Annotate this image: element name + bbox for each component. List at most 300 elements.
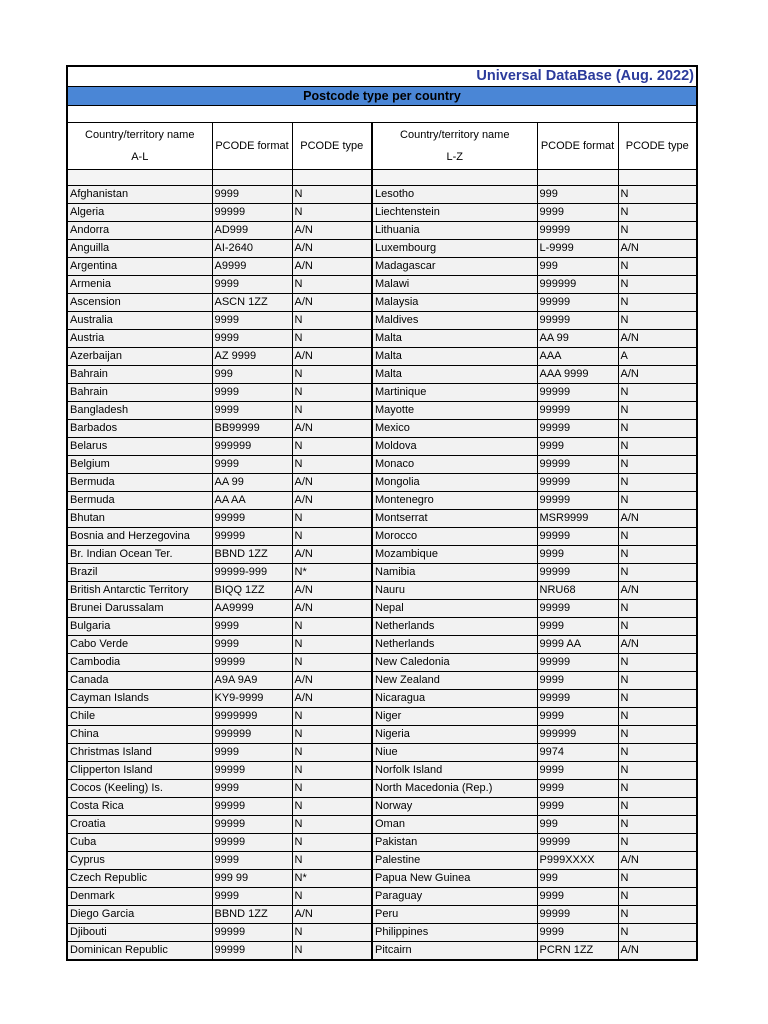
country-l-z: Nepal	[372, 600, 537, 618]
pcode-format-a-l: AD999	[212, 222, 292, 240]
pcode-format-l-z: 999999	[537, 276, 618, 294]
pcode-type-a-l: N	[292, 816, 372, 834]
pcode-type-a-l: N	[292, 438, 372, 456]
country-a-l: Afghanistan	[68, 186, 212, 204]
pcode-format-l-z: 9999	[537, 888, 618, 906]
country-a-l: Austria	[68, 330, 212, 348]
country-a-l: British Antarctic Territory	[68, 582, 212, 600]
country-a-l: Bermuda	[68, 474, 212, 492]
table-row	[68, 420, 696, 438]
country-a-l: Bhutan	[68, 510, 212, 528]
pcode-type-a-l: N	[292, 636, 372, 654]
table-row	[68, 312, 696, 330]
country-l-z: Liechtenstein	[372, 204, 537, 222]
country-l-z: Oman	[372, 816, 537, 834]
pcode-type-a-l: A/N	[292, 240, 372, 258]
pcode-format-l-z: AAA 9999	[537, 366, 618, 384]
country-l-z: Malaysia	[372, 294, 537, 312]
pcode-format-a-l: 9999	[212, 780, 292, 798]
pcode-type-l-z: A/N	[618, 240, 696, 258]
pcode-type-l-z: A/N	[618, 510, 696, 528]
pcode-format-l-z: 99999	[537, 474, 618, 492]
pcode-format-a-l: A9A 9A9	[212, 672, 292, 690]
pcode-format-a-l: 999	[212, 366, 292, 384]
pcode-format-a-l: 9999999	[212, 708, 292, 726]
country-l-z: Papua New Guinea	[372, 870, 537, 888]
pcode-type-a-l: N	[292, 942, 372, 960]
pcode-format-l-z: P999XXXX	[537, 852, 618, 870]
pcode-type-a-l: N*	[292, 870, 372, 888]
pcode-type-a-l: N	[292, 780, 372, 798]
pcode-type-l-z: N	[618, 744, 696, 762]
pcode-format-l-z: 99999	[537, 420, 618, 438]
country-a-l: Dominican Republic	[68, 942, 212, 960]
pcode-type-l-z: N	[618, 546, 696, 564]
country-l-z: New Caledonia	[372, 654, 537, 672]
pcode-type-l-z: N	[618, 690, 696, 708]
pcode-format-a-l: BIQQ 1ZZ	[212, 582, 292, 600]
country-a-l: Cayman Islands	[68, 690, 212, 708]
table-row	[68, 528, 696, 546]
country-l-z: Norway	[372, 798, 537, 816]
pcode-format-l-z: 999999	[537, 726, 618, 744]
country-a-l: Bosnia and Herzegovina	[68, 528, 212, 546]
pcode-format-a-l: AA9999	[212, 600, 292, 618]
pcode-type-a-l: N	[292, 186, 372, 204]
country-l-z: Maldives	[372, 312, 537, 330]
pcode-type-l-z: N	[618, 924, 696, 942]
pcode-type-l-z: N	[618, 438, 696, 456]
pcode-format-l-z: 9999	[537, 618, 618, 636]
pcode-type-a-l: N	[292, 654, 372, 672]
table-row	[68, 942, 696, 960]
country-a-l: Chile	[68, 708, 212, 726]
pcode-type-a-l: N	[292, 330, 372, 348]
pcode-type-a-l: N	[292, 528, 372, 546]
table-row	[68, 366, 696, 384]
pcode-type-l-z: N	[618, 888, 696, 906]
table-row	[68, 672, 696, 690]
pcode-format-a-l: 9999	[212, 618, 292, 636]
table-row	[68, 186, 696, 204]
pcode-type-l-z: A/N	[618, 330, 696, 348]
table-row	[68, 582, 696, 600]
pcode-type-a-l: N	[292, 762, 372, 780]
table-row	[68, 564, 696, 582]
pcode-type-a-l: N	[292, 276, 372, 294]
table-row	[68, 474, 696, 492]
pcode-format-a-l: BBND 1ZZ	[212, 906, 292, 924]
pcode-type-l-z: N	[618, 672, 696, 690]
pcode-type-a-l: N	[292, 204, 372, 222]
country-l-z: Morocco	[372, 528, 537, 546]
country-a-l: Cabo Verde	[68, 636, 212, 654]
table-row	[68, 852, 696, 870]
pcode-format-a-l: 99999	[212, 528, 292, 546]
pcode-format-l-z: 99999	[537, 294, 618, 312]
pcode-format-a-l: 99999-999	[212, 564, 292, 582]
country-a-l: China	[68, 726, 212, 744]
pcode-format-l-z: 9999	[537, 780, 618, 798]
pcode-type-l-z: N	[618, 474, 696, 492]
table-row	[68, 294, 696, 312]
country-l-z: Niue	[372, 744, 537, 762]
pcode-type-a-l: N	[292, 744, 372, 762]
pcode-format-l-z: 9999	[537, 672, 618, 690]
spacer-cell	[212, 170, 292, 186]
pcode-type-a-l: N	[292, 510, 372, 528]
pcode-format-l-z: 99999	[537, 222, 618, 240]
table-row	[68, 618, 696, 636]
pcode-type-l-z: N	[618, 186, 696, 204]
pcode-type-l-z: N	[618, 816, 696, 834]
pcode-format-a-l: 99999	[212, 654, 292, 672]
pcode-type-l-z: N	[618, 708, 696, 726]
pcode-format-a-l: 99999	[212, 924, 292, 942]
table-row	[68, 276, 696, 294]
country-a-l: Cuba	[68, 834, 212, 852]
pcode-format-l-z: 9999	[537, 438, 618, 456]
pcode-type-a-l: N	[292, 456, 372, 474]
pcode-type-l-z: N	[618, 618, 696, 636]
pcode-format-l-z: MSR9999	[537, 510, 618, 528]
pcode-type-a-l: N	[292, 924, 372, 942]
pcode-format-a-l: 9999	[212, 744, 292, 762]
table-row	[68, 402, 696, 420]
pcode-type-a-l: N*	[292, 564, 372, 582]
pcode-format-a-l: 9999	[212, 402, 292, 420]
pcode-format-l-z: 9999	[537, 204, 618, 222]
spacer-cell	[372, 170, 537, 186]
country-a-l: Czech Republic	[68, 870, 212, 888]
country-a-l: Canada	[68, 672, 212, 690]
pcode-format-a-l: AI-2640	[212, 240, 292, 258]
pcode-type-l-z: N	[618, 402, 696, 420]
pcode-format-a-l: AA AA	[212, 492, 292, 510]
pcode-type-l-z: N	[618, 906, 696, 924]
country-l-z: Montserrat	[372, 510, 537, 528]
country-a-l: Belgium	[68, 456, 212, 474]
country-l-z: Nauru	[372, 582, 537, 600]
pcode-format-l-z: 9999	[537, 798, 618, 816]
pcode-type-l-z: A/N	[618, 582, 696, 600]
pcode-type-l-z: A/N	[618, 366, 696, 384]
country-a-l: Belarus	[68, 438, 212, 456]
country-l-z: Malawi	[372, 276, 537, 294]
country-a-l: Bangladesh	[68, 402, 212, 420]
country-l-z: Lesotho	[372, 186, 537, 204]
pcode-type-a-l: N	[292, 402, 372, 420]
table-row	[68, 744, 696, 762]
country-a-l: Andorra	[68, 222, 212, 240]
pcode-format-a-l: ASCN 1ZZ	[212, 294, 292, 312]
table-row	[68, 906, 696, 924]
table-row	[68, 240, 696, 258]
pcode-type-a-l: N	[292, 618, 372, 636]
pcode-format-a-l: 9999	[212, 276, 292, 294]
country-a-l: Bulgaria	[68, 618, 212, 636]
pcode-format-l-z: 9999	[537, 762, 618, 780]
pcode-format-a-l: 9999	[212, 330, 292, 348]
pcode-format-a-l: BBND 1ZZ	[212, 546, 292, 564]
pcode-type-a-l: N	[292, 798, 372, 816]
pcode-format-a-l: 99999	[212, 798, 292, 816]
country-a-l: Azerbaijan	[68, 348, 212, 366]
country-l-z: Nicaragua	[372, 690, 537, 708]
pcode-format-l-z: 99999	[537, 456, 618, 474]
pcode-format-l-z: NRU68	[537, 582, 618, 600]
pcode-format-l-z: 9999 AA	[537, 636, 618, 654]
pcode-type-a-l: A/N	[292, 906, 372, 924]
blank-row	[68, 106, 696, 123]
pcode-format-l-z: 99999	[537, 564, 618, 582]
pcode-type-a-l: A/N	[292, 672, 372, 690]
pcode-type-l-z: N	[618, 312, 696, 330]
pcode-format-a-l: 9999	[212, 312, 292, 330]
country-l-z: Netherlands	[372, 636, 537, 654]
pcode-format-l-z: 9974	[537, 744, 618, 762]
table-row	[68, 690, 696, 708]
table-row	[68, 816, 696, 834]
country-a-l: Australia	[68, 312, 212, 330]
pcode-format-a-l: 99999	[212, 762, 292, 780]
header-right-format: PCODE format	[537, 123, 618, 170]
table-row	[68, 708, 696, 726]
pcode-format-l-z: 99999	[537, 312, 618, 330]
pcode-type-a-l: N	[292, 366, 372, 384]
country-l-z: Netherlands	[372, 618, 537, 636]
pcode-format-l-z: 9999	[537, 546, 618, 564]
header-left-type: PCODE type	[292, 123, 372, 170]
table-row	[68, 204, 696, 222]
pcode-type-a-l: A/N	[292, 258, 372, 276]
pcode-format-l-z: L-9999	[537, 240, 618, 258]
country-l-z: Pakistan	[372, 834, 537, 852]
pcode-format-a-l: 99999	[212, 834, 292, 852]
pcode-format-a-l: A9999	[212, 258, 292, 276]
table-row	[68, 492, 696, 510]
pcode-format-l-z: 99999	[537, 402, 618, 420]
country-l-z: Martinique	[372, 384, 537, 402]
country-a-l: Bahrain	[68, 384, 212, 402]
pcode-format-l-z: 9999	[537, 708, 618, 726]
country-a-l: Bermuda	[68, 492, 212, 510]
pcode-type-a-l: A/N	[292, 474, 372, 492]
pcode-format-a-l: 999999	[212, 726, 292, 744]
country-l-z: Malta	[372, 330, 537, 348]
pcode-format-l-z: 99999	[537, 492, 618, 510]
country-a-l: Christmas Island	[68, 744, 212, 762]
country-a-l: Cambodia	[68, 654, 212, 672]
table-row	[68, 726, 696, 744]
pcode-format-l-z: 99999	[537, 654, 618, 672]
pcode-format-l-z: AAA	[537, 348, 618, 366]
country-l-z: Palestine	[372, 852, 537, 870]
pcode-type-l-z: N	[618, 528, 696, 546]
country-l-z: Montenegro	[372, 492, 537, 510]
country-l-z: Peru	[372, 906, 537, 924]
country-l-z: Pitcairn	[372, 942, 537, 960]
header-right-type: PCODE type	[618, 123, 696, 170]
country-l-z: Mexico	[372, 420, 537, 438]
table-row	[68, 636, 696, 654]
pcode-type-a-l: A/N	[292, 582, 372, 600]
header-left-name-label: Country/territory name	[85, 129, 195, 141]
pcode-format-l-z: PCRN 1ZZ	[537, 942, 618, 960]
header-left-format: PCODE format	[212, 123, 292, 170]
country-a-l: Bahrain	[68, 366, 212, 384]
pcode-type-a-l: N	[292, 852, 372, 870]
pcode-type-a-l: N	[292, 888, 372, 906]
country-l-z: Monaco	[372, 456, 537, 474]
country-l-z: Luxembourg	[372, 240, 537, 258]
country-a-l: Anguilla	[68, 240, 212, 258]
header-right-name	[372, 123, 537, 170]
country-a-l: Cyprus	[68, 852, 212, 870]
country-l-z: Nigeria	[372, 726, 537, 744]
country-l-z: Moldova	[372, 438, 537, 456]
country-a-l: Armenia	[68, 276, 212, 294]
table-row	[68, 834, 696, 852]
header-left-name	[68, 123, 212, 170]
table-row	[68, 456, 696, 474]
pcode-type-a-l: A/N	[292, 600, 372, 618]
pcode-format-a-l: 999999	[212, 438, 292, 456]
pcode-format-a-l: 99999	[212, 816, 292, 834]
country-l-z: Madagascar	[372, 258, 537, 276]
country-a-l: Diego Garcia	[68, 906, 212, 924]
pcode-format-l-z: 99999	[537, 834, 618, 852]
pcode-format-l-z: 999	[537, 870, 618, 888]
country-l-z: Malta	[372, 366, 537, 384]
table-row	[68, 870, 696, 888]
pcode-type-a-l: A/N	[292, 690, 372, 708]
spacer-cell	[68, 170, 212, 186]
header-right-range: L-Z	[446, 151, 463, 163]
spacer-row	[68, 170, 696, 186]
pcode-type-l-z: A/N	[618, 852, 696, 870]
table-row	[68, 780, 696, 798]
pcode-format-a-l: BB99999	[212, 420, 292, 438]
pcode-format-a-l: 9999	[212, 852, 292, 870]
pcode-type-l-z: N	[618, 222, 696, 240]
pcode-format-l-z: 9999	[537, 924, 618, 942]
pcode-format-l-z: 999	[537, 186, 618, 204]
country-l-z: Lithuania	[372, 222, 537, 240]
country-a-l: Brunei Darussalam	[68, 600, 212, 618]
postcode-table	[68, 123, 696, 959]
pcode-type-l-z: A/N	[618, 636, 696, 654]
table-row	[68, 438, 696, 456]
table-row	[68, 348, 696, 366]
pcode-type-a-l: A/N	[292, 492, 372, 510]
country-a-l: Clipperton Island	[68, 762, 212, 780]
country-l-z: Mozambique	[372, 546, 537, 564]
pcode-format-l-z: 999	[537, 816, 618, 834]
country-a-l: Brazil	[68, 564, 212, 582]
pcode-type-l-z: N	[618, 762, 696, 780]
country-a-l: Br. Indian Ocean Ter.	[68, 546, 212, 564]
table-row	[68, 222, 696, 240]
pcode-type-l-z: A	[618, 348, 696, 366]
table-row	[68, 510, 696, 528]
header-row	[68, 123, 696, 170]
pcode-type-a-l: A/N	[292, 348, 372, 366]
pcode-type-a-l: N	[292, 384, 372, 402]
country-a-l: Barbados	[68, 420, 212, 438]
table-row	[68, 258, 696, 276]
country-l-z: Malta	[372, 348, 537, 366]
pcode-type-l-z: N	[618, 276, 696, 294]
pcode-type-l-z: N	[618, 798, 696, 816]
pcode-type-l-z: N	[618, 780, 696, 798]
pcode-type-l-z: N	[618, 564, 696, 582]
pcode-format-l-z: AA 99	[537, 330, 618, 348]
pcode-type-l-z: N	[618, 834, 696, 852]
table-row	[68, 762, 696, 780]
country-l-z: Norfolk Island	[372, 762, 537, 780]
pcode-type-l-z: N	[618, 726, 696, 744]
country-l-z: New Zealand	[372, 672, 537, 690]
database-title: Universal DataBase (Aug. 2022)	[68, 67, 696, 87]
pcode-type-l-z: N	[618, 294, 696, 312]
table-row	[68, 924, 696, 942]
pcode-format-a-l: AA 99	[212, 474, 292, 492]
pcode-format-a-l: 9999	[212, 186, 292, 204]
header-left-range: A-L	[131, 151, 149, 163]
pcode-type-a-l: A/N	[292, 546, 372, 564]
pcode-type-l-z: N	[618, 870, 696, 888]
table-row	[68, 600, 696, 618]
country-a-l: Costa Rica	[68, 798, 212, 816]
pcode-type-a-l: A/N	[292, 420, 372, 438]
pcode-format-l-z: 99999	[537, 690, 618, 708]
pcode-type-a-l: N	[292, 708, 372, 726]
sheet-subtitle: Postcode type per country	[68, 87, 696, 106]
pcode-type-a-l: N	[292, 834, 372, 852]
table-row	[68, 654, 696, 672]
pcode-type-l-z: N	[618, 600, 696, 618]
pcode-type-l-z: N	[618, 456, 696, 474]
table-row	[68, 798, 696, 816]
country-l-z: Paraguay	[372, 888, 537, 906]
postcode-sheet	[66, 65, 698, 961]
pcode-type-a-l: N	[292, 312, 372, 330]
pcode-format-a-l: 99999	[212, 510, 292, 528]
country-a-l: Djibouti	[68, 924, 212, 942]
pcode-type-a-l: A/N	[292, 222, 372, 240]
spacer-cell	[618, 170, 696, 186]
country-l-z: Namibia	[372, 564, 537, 582]
country-l-z: Niger	[372, 708, 537, 726]
table-row	[68, 546, 696, 564]
pcode-format-a-l: 9999	[212, 456, 292, 474]
country-a-l: Algeria	[68, 204, 212, 222]
pcode-format-a-l: 9999	[212, 636, 292, 654]
pcode-format-a-l: 9999	[212, 384, 292, 402]
country-l-z: North Macedonia (Rep.)	[372, 780, 537, 798]
pcode-format-a-l: AZ 9999	[212, 348, 292, 366]
country-a-l: Cocos (Keeling) Is.	[68, 780, 212, 798]
country-l-z: Mayotte	[372, 402, 537, 420]
country-a-l: Croatia	[68, 816, 212, 834]
pcode-format-a-l: KY9-9999	[212, 690, 292, 708]
table-row	[68, 888, 696, 906]
table-row	[68, 330, 696, 348]
pcode-format-l-z: 99999	[537, 528, 618, 546]
pcode-format-l-z: 999	[537, 258, 618, 276]
pcode-format-l-z: 99999	[537, 384, 618, 402]
